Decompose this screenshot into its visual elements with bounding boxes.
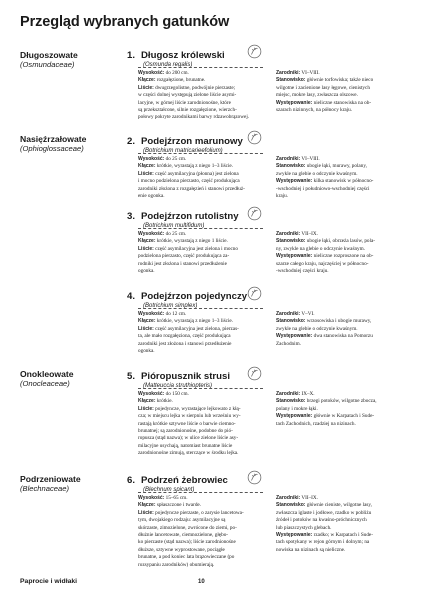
desc-line: Wysokość: do 25 cm. <box>138 231 187 237</box>
species-description <box>138 391 266 458</box>
desc-line: Kłącze: krótkie, wyrastają z niego 1–3 liście. <box>138 163 234 170</box>
desc-line: ogonka. <box>138 348 155 355</box>
range-line: tach spotykany w rejon górnym i dolnym; na <box>276 539 370 546</box>
desc-line: Kłącze: krótkie, wyrastają z niego 1–3 liście. <box>138 318 234 325</box>
desc-line: skórzaste, zimozielone, zwrócone do ziemi, po- <box>138 524 237 531</box>
range-line: tach Zachodnich, rzadziej na nizinach. <box>276 420 356 427</box>
protected-species-icon <box>247 470 262 485</box>
range-line: zwykle na glebie o odczynie kwaśnym. <box>276 170 358 177</box>
desc-line: lacyjne, w górnej liście zarodnionośne, które <box>138 99 231 106</box>
species-description <box>138 70 266 122</box>
range-line: Zarodniki: V–VI. <box>276 311 315 317</box>
species-number: 5. <box>127 371 136 382</box>
range-line: źródeł i potoków na kwaśno-próchnicznych <box>276 517 367 524</box>
desc-line: Liście: dwugrzegolistne, podwójnie pierzaste; <box>138 84 236 91</box>
desc-line: dłuższe, sztywne wyprostowane, pociągłe <box>138 546 225 553</box>
family-label <box>20 50 120 69</box>
desc-line: brunatnej; są zarodnionośne, podobne do pió- <box>138 428 233 435</box>
species-description <box>138 156 266 200</box>
desc-line: Wysokość: do 200 cm. <box>138 70 189 76</box>
family-latin: (Ophioglossaceae) <box>20 144 84 153</box>
range-line: kraju. <box>276 193 288 200</box>
desc-line: podzielona pierzasto, część produkująca za- <box>138 253 230 260</box>
family-name: Podrzeniowate <box>20 474 81 484</box>
family-latin: (Onocleaceae) <box>20 379 70 388</box>
desc-line: Kłącze: spłaszczone i twarde. <box>138 502 202 509</box>
section-divider <box>138 308 263 309</box>
desc-line: cza; w miejscu lejka w sierpniu lub wrześniu wy- <box>138 413 241 420</box>
species-range <box>276 391 408 428</box>
species-range <box>276 231 408 275</box>
range-line: szarze całego kraju, najczęściej w północno- <box>276 260 369 267</box>
family-label <box>20 474 120 493</box>
desc-line: zarodniki jest złożona i stanowi przedłużenie <box>138 340 232 347</box>
species-name: Podejźrzon rutolistny <box>141 211 239 222</box>
range-line: lub piaszczystych glebach. <box>276 524 332 531</box>
desc-line: zarodnionośne zimują, sterczące w środku lejka. <box>138 450 239 457</box>
range-line: Stanowisko: ubogie łąki, obrzeża lasów, pola- <box>276 238 375 245</box>
desc-line: rastają krótkie sztywne liście o barwie ciemno- <box>138 420 236 427</box>
desc-line: enie ogonka. <box>138 193 165 200</box>
desc-line: są przekształcone, silnie rozgałęzione, wierzch- <box>138 107 237 114</box>
desc-line: Kłącze: rozgałęzione, brunatne. <box>138 77 206 84</box>
protected-species-icon <box>247 44 262 59</box>
page-title: Przegląd wybranych gatunków <box>20 14 230 30</box>
range-line: Stanowisko: głównie torfowiska; także nieco <box>276 77 374 84</box>
desc-line: Liście: część asymilacyjna jest zielona, pierzas- <box>138 325 239 332</box>
range-line: Zarodniki: VII–IX. <box>276 495 318 501</box>
range-line: Występowanie: nieliczne rozproszone na ob- <box>276 253 374 260</box>
desc-line: Liście: pojedyncze, wyrastające lejkowato z kłą- <box>138 405 241 412</box>
range-line: Zarodniki: VI–VIII. <box>276 70 320 76</box>
section-divider <box>138 228 263 229</box>
species-latin: (Botrichium matricarieefolium) <box>143 148 223 154</box>
range-line: Występowanie: głównie w Karpatach i Sude- <box>276 413 375 420</box>
species-number: 1. <box>127 50 136 61</box>
range-line: Występowanie: kilka stanowisk w północno- <box>276 178 374 185</box>
family-latin: (Osmundaceae) <box>20 60 75 69</box>
range-line: Stanowisko: głównie cieniste, wilgotne lasy, <box>276 502 372 509</box>
species-latin: (Blechnum spicant) <box>143 487 195 493</box>
section-divider <box>138 388 263 389</box>
range-line: Występowanie: nieliczne stanowiska na ob- <box>276 99 372 106</box>
desc-line: Wysokość: 15–65 cm. <box>138 495 188 501</box>
desc-line: Kłącze: krótkie, wyrastają z niego 1 liście. <box>138 238 228 245</box>
desc-line: połowy pokryte zarodnikami barwy rdzawobrązowej. <box>138 114 250 121</box>
protected-species-icon <box>247 366 262 381</box>
family-label <box>20 369 120 388</box>
desc-line: ta, ale mało rozgałęziona, część produkująca <box>138 333 231 340</box>
desc-line: Wysokość: do 25 cm. <box>138 156 187 162</box>
desc-line: Liście: pojedyncze pierzaste, o zarysie lancetowa- <box>138 509 244 516</box>
range-line: miejsc, mokre lasy, zwłaszcza olszowe. <box>276 92 358 99</box>
desc-line: Liście: część asymilacyjna jest zielona i mocno <box>138 245 238 252</box>
species-range <box>276 495 408 554</box>
family-name: Długoszowate <box>20 50 78 60</box>
species-description <box>138 311 266 355</box>
desc-line: rodniki jest złożona i stanowi przedłużenie <box>138 260 227 267</box>
protected-species-icon <box>247 130 262 145</box>
family-label <box>20 134 120 153</box>
desc-line: brunatne, a pod koniec lata brązowieczane (po <box>138 554 235 561</box>
range-line: wilgotne i zacienione lasy łęgowe, cienistych <box>276 84 370 91</box>
species-number: 3. <box>127 211 136 222</box>
desc-line: Wysokość: do 150 cm. <box>138 391 189 397</box>
desc-line: zarodniki złożona z rozgałęzień i stanowi przedłuż- <box>138 185 245 192</box>
range-line: polany i mokre łąki. <box>276 405 318 412</box>
range-line: zwykle na glebie o odczynie kwaśnym. <box>276 325 358 332</box>
family-name: Onokleowate <box>20 369 74 379</box>
species-description <box>138 495 266 569</box>
protected-species-icon <box>247 286 262 301</box>
desc-line: ropusza (stąd nazwa); w ulice zielone liście asy- <box>138 435 239 442</box>
desc-line: Liście: część asymilacyjna (płonna) jest zielona <box>138 170 239 177</box>
range-line: Występowanie: dwa stanowiska na Pomorzu <box>276 333 373 340</box>
range-line: Stanowisko: brzegi potoków, wilgotne zbocza, <box>276 398 377 405</box>
section-divider <box>138 67 263 68</box>
range-line: Występowanie: rzadko; w Karpatach i Sude- <box>276 532 373 539</box>
species-description <box>138 231 266 275</box>
species-number: 4. <box>127 291 136 302</box>
page-number: 10 <box>198 579 205 585</box>
species-latin: (Osmunda regalis) <box>143 62 193 68</box>
range-line: Zarodniki: VII–IX. <box>276 231 318 237</box>
desc-line: ko pierzaste (stąd nazwa); liście zarodnionośne <box>138 539 236 546</box>
species-range <box>276 156 408 200</box>
species-name: Podejźrzon marunowy <box>141 136 243 147</box>
species-latin: (Botrichium multifidum) <box>143 223 205 229</box>
desc-line: ogonka. <box>138 268 155 275</box>
range-line: -wschodniej części kraju. <box>276 268 329 275</box>
desc-line: milacyjne usychają, natomiast brunatne liście <box>138 442 233 449</box>
range-line: Zarodniki: VI–VIII. <box>276 156 320 162</box>
desc-line: rozsypaniu zarodników) obumierają. <box>138 561 215 568</box>
desc-line: i mocno podzielona pierzasto, część produkująca <box>138 178 240 185</box>
range-line: Zarodniki: IX–X. <box>276 391 315 397</box>
range-line: Stanowisko: ubogie łąki, murawy, polany, <box>276 163 367 170</box>
range-line: szarach nizinnych, na północy kraju. <box>276 107 353 114</box>
section-divider <box>138 492 263 493</box>
desc-line: Kłącze: krótkie. <box>138 398 173 405</box>
species-latin: (Matteuccia struthiopteris) <box>143 383 213 389</box>
species-name: Podrzeń żebrowiec <box>141 475 228 486</box>
species-name: Długosz królewski <box>141 50 225 61</box>
protected-species-icon <box>247 206 262 221</box>
footer-section-title: Paprocie i widłaki <box>20 578 78 585</box>
range-line: Zachodnim. <box>276 340 301 347</box>
range-line: Stanowisko: wrzosowiska i ubogie murawy, <box>276 318 372 325</box>
family-latin: (Blechnaceae) <box>20 484 69 493</box>
range-line: nowiska na nizinach są nieliczne. <box>276 546 346 553</box>
range-line: -wschodniej i południowo-wschodniej części <box>276 185 370 192</box>
range-line: ny, zwykle na glebie o odczynie kwaśnym. <box>276 245 365 252</box>
species-name: Pióropusznik strusi <box>141 371 231 382</box>
desc-line: w części dolnej występują zielone liście asymi- <box>138 92 237 99</box>
section-divider <box>138 153 263 154</box>
species-number: 6. <box>127 475 136 486</box>
species-latin: (Botrichium simplex) <box>143 303 198 309</box>
family-name: Nasięźrzałowate <box>20 134 87 144</box>
species-name: Podejźrzon pojedynczy <box>141 291 248 302</box>
species-number: 2. <box>127 136 136 147</box>
species-range <box>276 70 408 114</box>
desc-line: tym, dwojakiego rodzaju: asymilacyjne są <box>138 517 226 524</box>
desc-line: Wysokość: do 12 cm. <box>138 311 187 317</box>
species-range <box>276 311 408 348</box>
range-line: zwłaszcza iglaste i jodłowe, rzadko w pobliżu <box>276 509 372 516</box>
desc-line: dłużnie lancetowate, ciemnozielone, głębo- <box>138 532 229 539</box>
